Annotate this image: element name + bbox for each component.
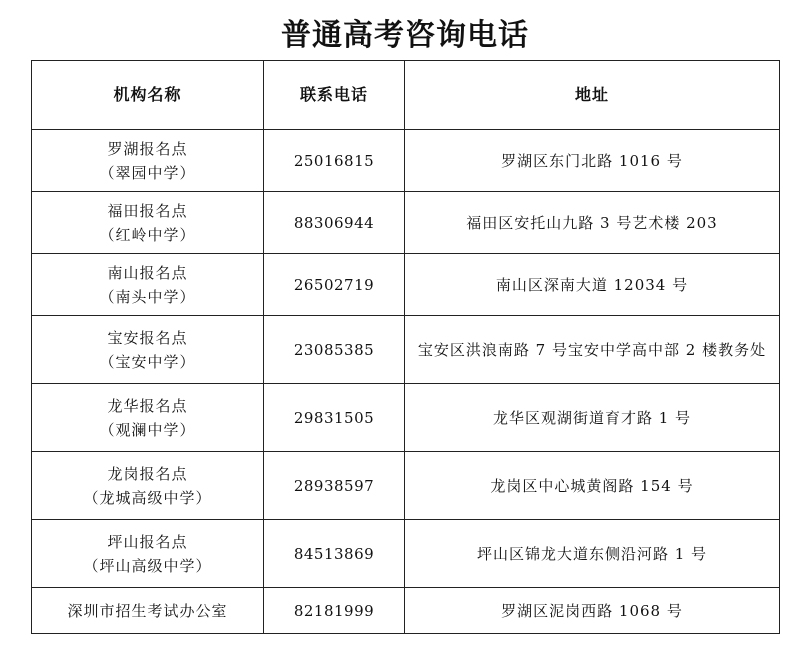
table-row (32, 588, 780, 634)
table-row (32, 316, 780, 384)
org-name-cell (32, 452, 264, 520)
phone-cell: 29831505 (264, 384, 405, 452)
org-name-cell (32, 316, 264, 384)
org-name: 福田报名点 (107, 201, 188, 220)
org-school: （观澜中学） (99, 420, 196, 439)
org-name: 坪山报名点 (107, 532, 188, 551)
table-row (32, 452, 780, 520)
phone-cell: 82181999 (264, 588, 405, 634)
phone-cell: 26502719 (264, 254, 405, 316)
table-row (32, 254, 780, 316)
org-name: 宝安报名点 (107, 328, 188, 347)
address-cell: 罗湖区东门北路 1016 号 (405, 130, 780, 192)
org-name-cell (32, 192, 264, 254)
phone-cell: 88306944 (264, 192, 405, 254)
org-name-cell (32, 588, 264, 634)
phone-cell: 28938597 (264, 452, 405, 520)
org-name: 罗湖报名点 (107, 139, 188, 158)
phone-cell: 23085385 (264, 316, 405, 384)
address-text: 宝安区洪浪南路 7 号宝安中学高中部 2 楼教务处 (417, 340, 767, 359)
address-cell: 坪山区锦龙大道东侧沿河路 1 号 (405, 520, 780, 588)
org-name-cell (32, 254, 264, 316)
org-name: 南山报名点 (107, 263, 188, 282)
table-row (32, 384, 780, 452)
address-cell (405, 316, 780, 384)
org-name: 深圳市招生考试办公室 (67, 601, 228, 620)
header-phone: 联系电话 (264, 61, 405, 130)
phone-cell: 25016815 (264, 130, 405, 192)
header-name: 机构名称 (32, 61, 264, 130)
org-school: （坪山高级中学） (83, 556, 212, 575)
table-header-row (32, 61, 780, 130)
phone-cell: 84513869 (264, 520, 405, 588)
address-cell: 龙岗区中心城黄阁路 154 号 (405, 452, 780, 520)
org-school: （红岭中学） (99, 225, 196, 244)
org-name: 龙岗报名点 (107, 464, 188, 483)
header-address: 地址 (405, 61, 780, 130)
contact-table (31, 60, 780, 634)
org-school: （南头中学） (99, 287, 196, 306)
address-cell: 罗湖区泥岗西路 1068 号 (405, 588, 780, 634)
org-name-cell (32, 520, 264, 588)
address-cell: 龙华区观湖街道育才路 1 号 (405, 384, 780, 452)
address-cell: 福田区安托山九路 3 号艺术楼 203 (405, 192, 780, 254)
org-name-cell (32, 384, 264, 452)
org-school: （龙城高级中学） (83, 488, 212, 507)
org-name: 龙华报名点 (107, 396, 188, 415)
page-title: 普通高考咨询电话 (281, 18, 529, 53)
org-school: （宝安中学） (99, 352, 196, 371)
table-row (32, 130, 780, 192)
table-row (32, 520, 780, 588)
org-name-cell (32, 130, 264, 192)
table-row (32, 192, 780, 254)
address-cell: 南山区深南大道 12034 号 (405, 254, 780, 316)
org-school: （翠园中学） (99, 163, 196, 182)
